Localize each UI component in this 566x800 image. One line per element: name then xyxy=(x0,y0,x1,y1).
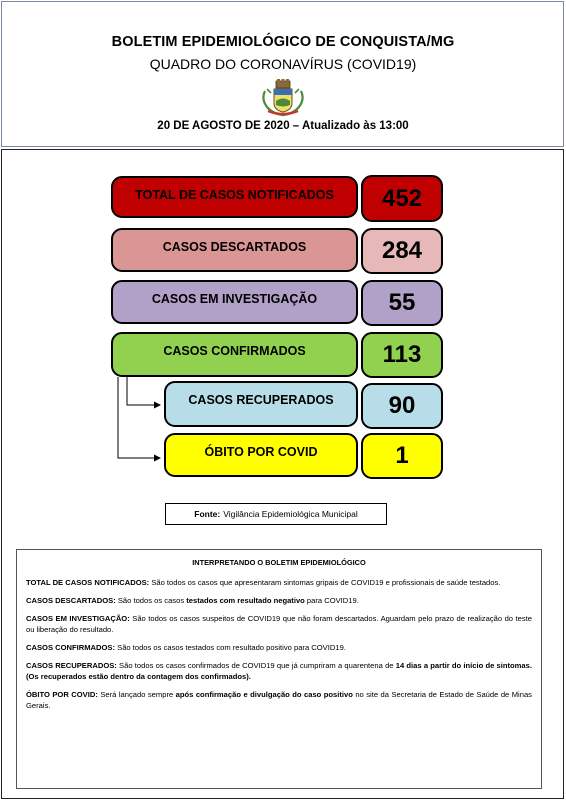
def-discarded-bold: testados com resultado negativo xyxy=(186,595,305,605)
interpretation-box xyxy=(16,549,542,789)
def-recovered-term: CASOS RECUPERADOS: xyxy=(26,660,117,670)
total-notified-label: TOTAL DE CASOS NOTIFICADOS xyxy=(111,176,358,218)
def-investigation xyxy=(26,613,532,635)
confirmed-value: 113 xyxy=(361,332,443,378)
discarded-label: CASOS DESCARTADOS xyxy=(111,228,358,272)
def-death-text-a: Será lançado sempre xyxy=(97,689,176,699)
death-value: 1 xyxy=(361,433,443,479)
def-death-text-b: no site da Secretaria de Estado de Saúde de Minas Gerais. xyxy=(26,689,532,710)
investigation-value: 55 xyxy=(361,280,443,326)
def-notified-text: São todos os casos que apresentaram sintomas gripais de COVID19 e profissionais de saúde testados. xyxy=(149,577,501,587)
page-subtitle: QUADRO DO CORONAVÍRUS (COVID19) xyxy=(149,56,417,72)
def-discarded-text-b: para COVID19. xyxy=(304,595,359,605)
source-box xyxy=(165,503,387,525)
def-death xyxy=(26,689,532,711)
def-confirmed xyxy=(26,642,532,653)
page-title: BOLETIM EPIDEMIOLÓGICO DE CONQUISTA/MG xyxy=(111,34,455,50)
total-notified-value: 452 xyxy=(361,175,443,222)
def-investigation-term: CASOS EM INVESTIGAÇÃO: xyxy=(26,613,130,623)
def-discarded-text-a: São todos os casos xyxy=(115,595,187,605)
investigation-label: CASOS EM INVESTIGAÇÃO xyxy=(111,280,358,324)
def-recovered-text: São todos os casos confirmados de COVID19 que já cumpriram a quarentena de xyxy=(116,660,396,670)
def-discarded xyxy=(26,595,532,606)
def-investigation-text: São todos os casos suspeitos de COVID19 que não foram descartados. Aguardam pelo prazo de realização do teste ou liberação do resultado. xyxy=(26,613,532,634)
def-notified-term: TOTAL DE CASOS NOTIFICADOS: xyxy=(26,577,150,587)
def-discarded-term: CASOS DESCARTADOS: xyxy=(26,595,116,605)
def-death-bold: após confirmação e divulgação do caso positivo xyxy=(175,689,353,699)
def-notified xyxy=(26,577,532,588)
def-confirmed-term: CASOS CONFIRMADOS: xyxy=(26,642,116,652)
update-date: 20 DE AGOSTO DE 2020 – Atualizado às 13:00 xyxy=(157,120,409,132)
def-recovered-bold: 14 dias a partir do início de sintomas. (Os recuperados estão dentro da contagem dos confirmados). xyxy=(26,660,532,681)
def-recovered xyxy=(26,660,532,682)
discarded-value: 284 xyxy=(361,228,443,274)
confirmed-label: CASOS CONFIRMADOS xyxy=(111,332,358,377)
death-label: ÓBITO POR COVID xyxy=(164,433,358,477)
source-text: Vigilância Epidemiológica Municipal xyxy=(223,509,358,519)
recovered-label: CASOS RECUPERADOS xyxy=(164,381,358,427)
interpretation-title: INTERPRETANDO O BOLETIM EPIDEMIOLÓGICO xyxy=(192,558,366,567)
def-death-term: ÓBITO POR COVID: xyxy=(26,689,98,699)
municipal-coat-of-arms-icon xyxy=(261,77,305,117)
source-label: Fonte: xyxy=(194,509,221,519)
def-confirmed-text: São todos os casos testados com resultado positivo para COVID19. xyxy=(115,642,346,652)
recovered-value: 90 xyxy=(361,383,443,429)
